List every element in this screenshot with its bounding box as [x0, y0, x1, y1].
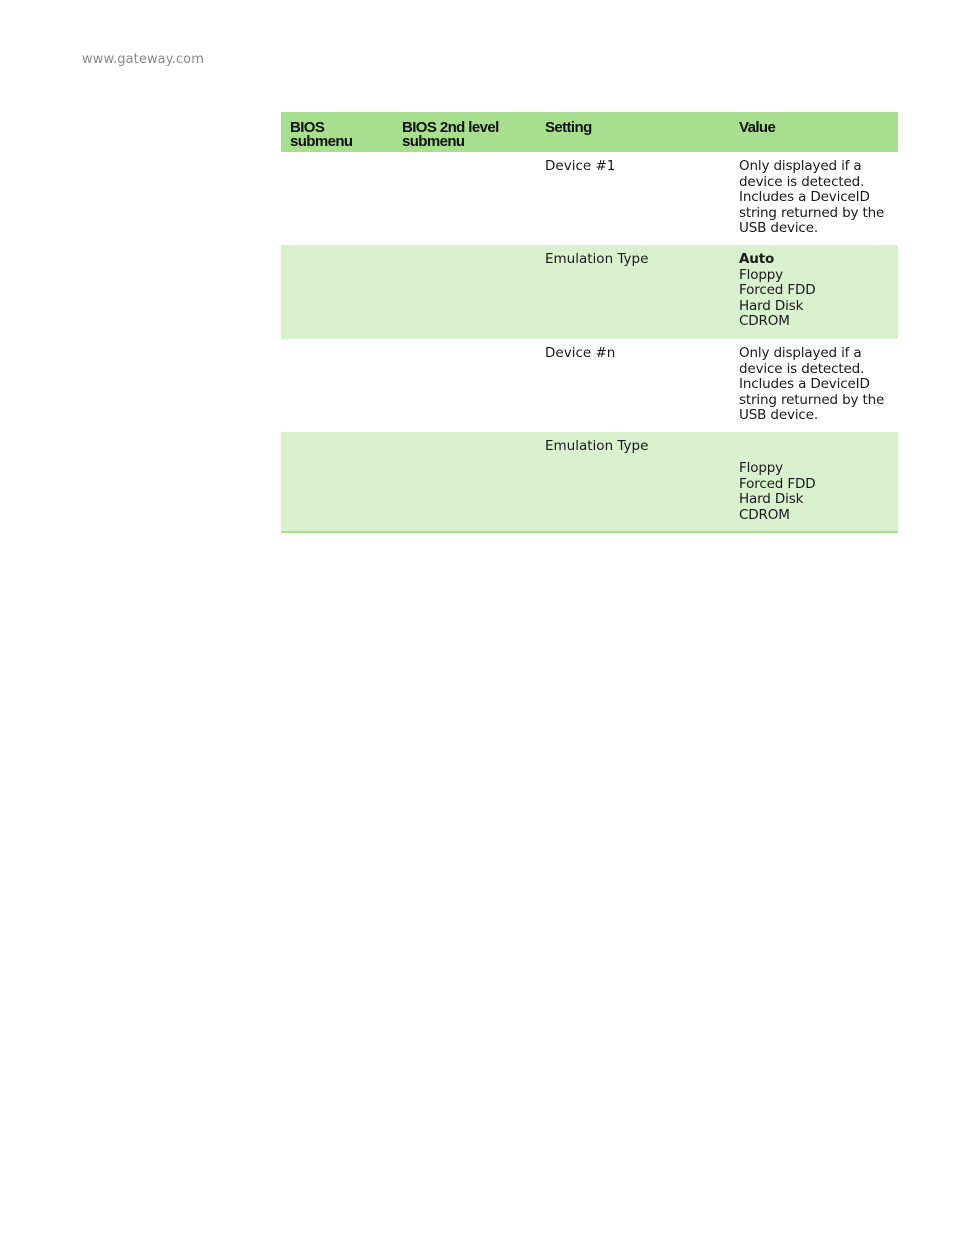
table-row	[281, 432, 898, 532]
value-cell	[730, 152, 898, 245]
table-row	[281, 245, 898, 339]
table-row	[281, 152, 898, 245]
bios-submenu-cell	[281, 152, 393, 245]
column-header-second-level-submenu: BIOS 2nd level submenu	[393, 112, 533, 152]
bios-submenu-cell	[281, 339, 393, 432]
setting-cell: Device #1	[533, 152, 730, 245]
value-option: Floppy	[739, 266, 784, 283]
value-option: Forced FDD	[739, 282, 816, 299]
value-option: Hard Disk	[739, 491, 804, 508]
value-option: CDROM	[739, 506, 790, 523]
value-cell	[730, 432, 898, 532]
second-level-submenu-cell	[393, 152, 533, 245]
value-cell	[730, 245, 898, 339]
value-description: Only displayed if a device is detected. Includes a DeviceID string returned by the USB device.	[739, 158, 885, 237]
second-level-submenu-cell	[393, 245, 533, 339]
table-row	[281, 339, 898, 432]
table-header-row	[281, 112, 898, 152]
value-option: Floppy	[739, 460, 784, 476]
value-cell	[730, 339, 898, 432]
setting-cell: Device #n	[533, 339, 730, 432]
bios-settings-table	[281, 112, 898, 533]
column-header-value: Value	[730, 112, 898, 152]
value-description: Only displayed if a device is detected. Includes a DeviceID string returned by the USB device.	[739, 345, 885, 424]
column-header-setting: Setting	[533, 112, 730, 152]
setting-cell: Emulation Type	[533, 245, 730, 339]
bios-submenu-cell	[281, 245, 393, 339]
value-blank-line	[739, 439, 894, 461]
setting-cell: Emulation Type	[533, 432, 730, 532]
column-header-bios-submenu: BIOS submenu	[281, 112, 393, 152]
value-option: Forced FDD	[739, 475, 816, 492]
bios-submenu-cell	[281, 432, 393, 532]
value-default-option: Auto	[739, 251, 775, 267]
value-option: Hard Disk	[739, 297, 804, 314]
second-level-submenu-cell	[393, 339, 533, 432]
second-level-submenu-cell	[393, 432, 533, 532]
site-url: www.gateway.com	[82, 52, 204, 67]
value-option: CDROM	[739, 313, 790, 330]
